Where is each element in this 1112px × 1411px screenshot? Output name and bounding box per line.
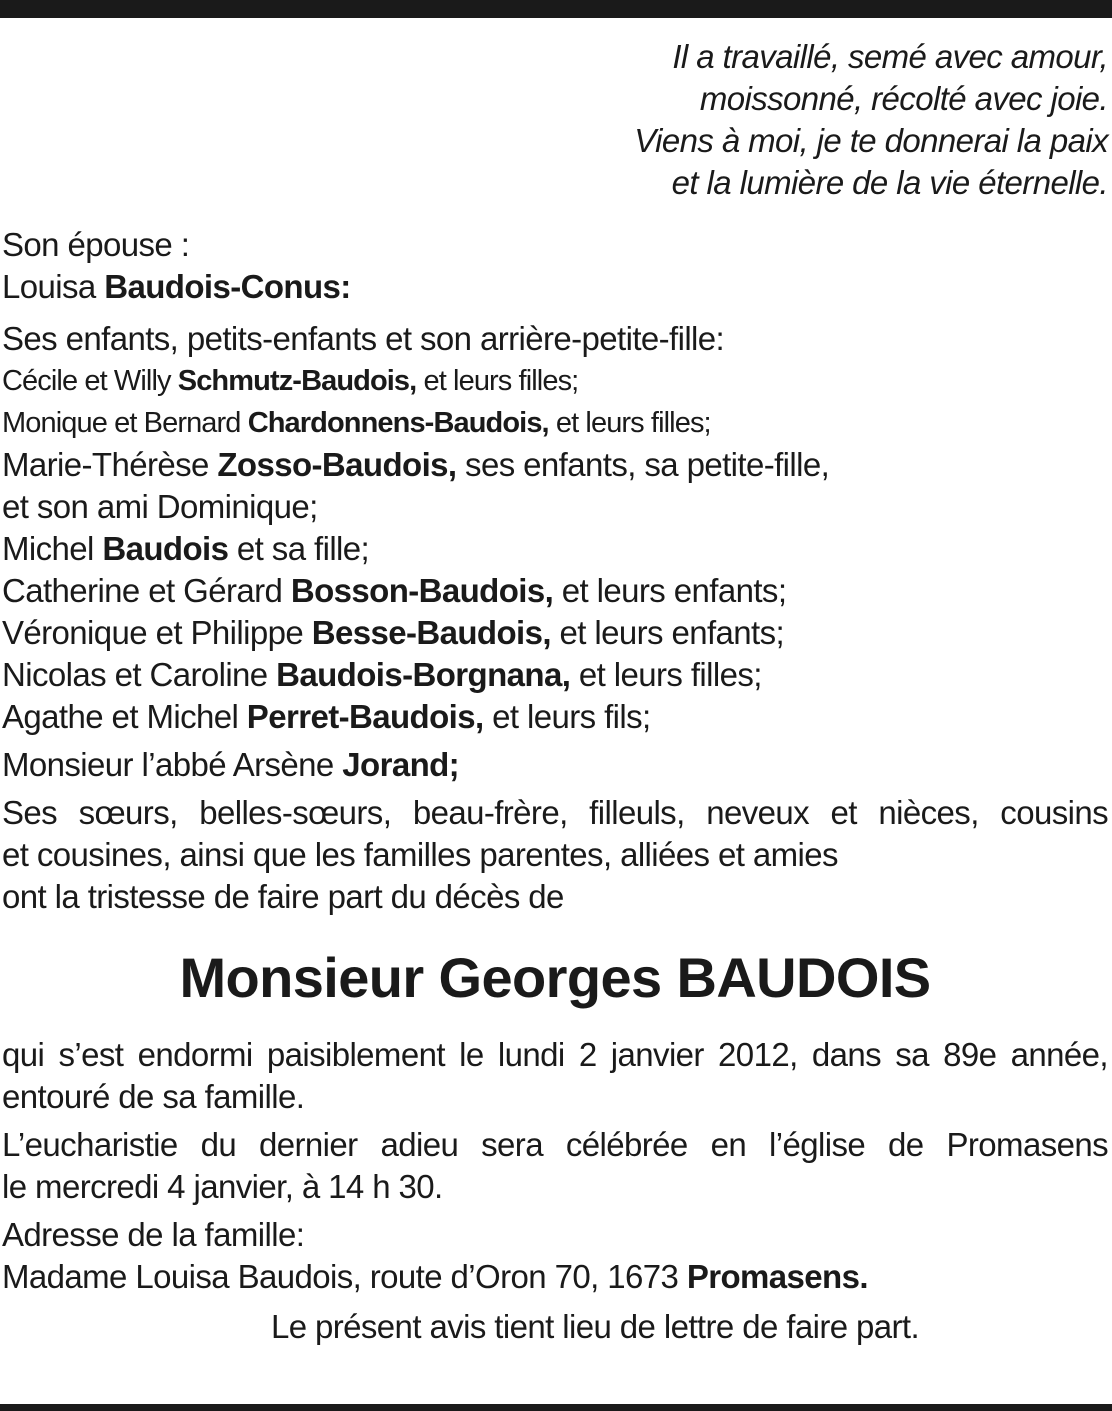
family-line: ont la tristesse de faire part du décès de — [2, 878, 564, 915]
child-given-names: Cécile et Willy — [2, 365, 171, 397]
child-surname: Zosso-Baudois, — [217, 446, 457, 483]
child-line — [2, 444, 1108, 486]
mass-line: le mercredi 4 janvier, à 14 h 30. — [2, 1168, 443, 1205]
child-line — [2, 696, 1108, 738]
abbe-surname: Jorand; — [342, 746, 460, 783]
child-surname: Chardonnens-Baudois, — [247, 407, 549, 439]
child-descendants: ses enfants, sa petite-fille, — [465, 446, 830, 483]
mass-line: L’eucharistie du dernier adieu sera célébrée en l’église de Promasens — [2, 1126, 1108, 1163]
death-line: qui s’est endormi paisiblement le lundi 2 janvier 2012, dans sa 89e année, — [2, 1036, 1108, 1073]
verse-line: Viens à moi, je te donnerai la paix — [634, 122, 1108, 159]
child-given-names: Marie-Thérèse — [2, 446, 209, 483]
child-descendants: et leurs fils; — [492, 698, 651, 735]
child-surname: Schmutz-Baudois, — [177, 365, 417, 397]
verse-line: moissonné, récolté avec joie. — [699, 80, 1108, 117]
family-line: et cousines, ainsi que les familles parentes, alliées et amies — [2, 836, 838, 873]
child-descendants: et leurs filles; — [423, 365, 579, 397]
verse-line: Il a travaillé, semé avec amour, — [672, 38, 1108, 75]
child-line — [2, 528, 1108, 570]
child-line — [2, 654, 1108, 696]
child-given-names: Nicolas et Caroline — [2, 656, 268, 693]
children-list — [2, 360, 1108, 738]
child-surname: Baudois-Borgnana, — [276, 656, 571, 693]
death-line: entouré de sa famille. — [2, 1078, 305, 1115]
child-line — [2, 360, 1108, 402]
obituary-notice — [2, 36, 1108, 1348]
verse-line: et la lumière de la vie éternelle. — [671, 164, 1108, 201]
child-given-names: Agathe et Michel — [2, 698, 239, 735]
child-line — [2, 612, 1108, 654]
child-line — [2, 570, 1108, 612]
spouse-first-name: Louisa — [2, 268, 96, 305]
top-rule — [0, 0, 1112, 18]
address-section — [2, 1214, 1108, 1298]
child-descendants: et leurs enfants; — [559, 614, 785, 651]
children-heading: Ses enfants, petits-enfants et son arrière-petite-fille: — [2, 320, 725, 357]
child-given-names: Catherine et Gérard — [2, 572, 283, 609]
mass-paragraph — [2, 1124, 1108, 1208]
child-line-continued: et son ami Dominique; — [2, 488, 318, 525]
abbe-title-name: Monsieur l’abbé Arsène — [2, 746, 334, 783]
spouse-label: Son épouse : — [2, 226, 190, 263]
child-given-names: Monique et Bernard — [2, 407, 241, 439]
deceased-name: Monsieur Georges BAUDOIS — [179, 946, 931, 1009]
verse — [2, 36, 1108, 204]
child-surname: Bosson-Baudois, — [290, 572, 554, 609]
family-paragraph — [2, 792, 1108, 918]
abbe-line — [2, 744, 1108, 786]
closing-note: Le présent avis tient lieu de lettre de faire part. — [270, 1308, 920, 1345]
address-line — [2, 1256, 1108, 1298]
child-surname: Perret-Baudois, — [246, 698, 484, 735]
child-given-names: Michel — [2, 530, 94, 567]
child-surname: Besse-Baudois, — [311, 614, 551, 651]
address-street: Madame Louisa Baudois, route d’Oron 70, 1673 — [2, 1258, 679, 1295]
child-descendants: et leurs filles; — [578, 656, 762, 693]
death-paragraph — [2, 1034, 1108, 1118]
address-town: Promasens. — [686, 1258, 868, 1295]
child-given-names: Véronique et Philippe — [2, 614, 304, 651]
bottom-rule — [0, 1404, 1112, 1411]
spouse-line — [2, 266, 1108, 308]
child-line — [2, 402, 1108, 444]
spouse-surname: Baudois-Conus: — [104, 268, 351, 305]
child-descendants: et leurs enfants; — [561, 572, 787, 609]
address-label: Adresse de la famille: — [2, 1216, 305, 1253]
child-descendants: et leurs filles; — [555, 407, 711, 439]
child-surname: Baudois — [102, 530, 229, 567]
child-descendants: et sa fille; — [236, 530, 370, 567]
spouse-section — [2, 224, 1108, 308]
family-line: Ses sœurs, belles-sœurs, beau-frère, filleuls, neveux et nièces, cousins — [2, 794, 1108, 831]
